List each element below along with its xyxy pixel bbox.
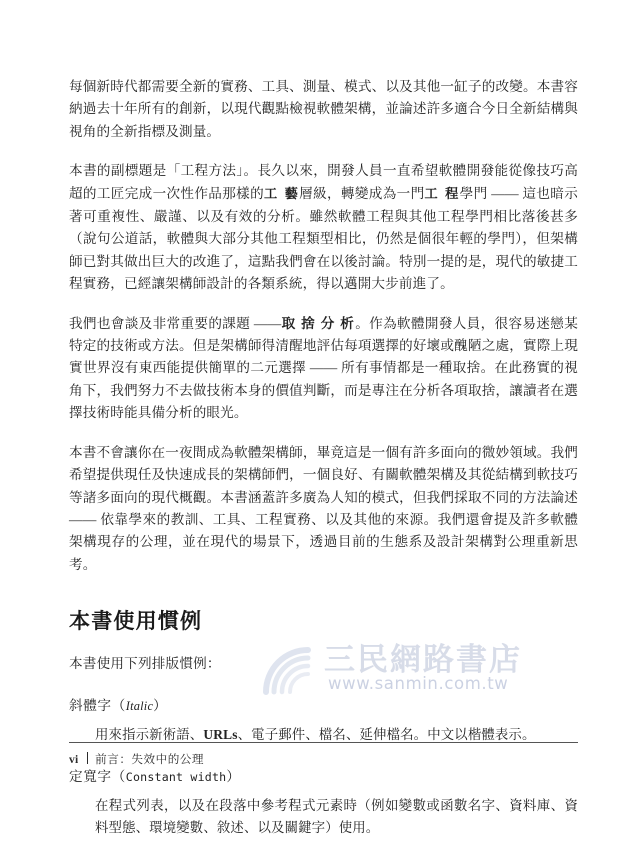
term-paren-open-constant-width: （ bbox=[111, 768, 126, 784]
paragraph-2-part-c: 學門 —— 這也暗示著可重複性、嚴謹、以及有效的分析。雖然軟體工程與其他工程學門相比落後甚多（說句公道話，軟體與大部分其他工程類型相比，仍然是個很年輕的學門），但架構師已對其做出巨大的改進了，這點我們會在以後討論。特別一提的是，現代的敏捷工程實務，已經讓架構師設計的各類系統，得以邁開大步前進了。 bbox=[69, 185, 578, 292]
definition-italic-post: 、電子郵件、檔名、延伸檔名。中文以楷體表示。 bbox=[237, 727, 536, 743]
footer-chapter-title: 前言：失效中的公理 bbox=[95, 752, 204, 766]
term-paren-close-italic: ） bbox=[153, 698, 168, 714]
term-latin-constant-width: Constant width bbox=[125, 769, 227, 784]
watermark-url: www.sanmin.com.tw bbox=[328, 674, 509, 693]
emphasis-craft: 工 藝 bbox=[264, 186, 300, 202]
paragraph-1: 每個新時代都需要全新的實務、工具、測量、模式、以及其他一缸子的改變。本書容納過去十年所有的創新，以現代觀點檢視軟體架構，並論述許多適合今日全新結構與視角的全新指標及測量。 bbox=[69, 79, 578, 139]
paragraph-3-part-a: 我們也會談及非常重要的課題 —— bbox=[69, 315, 282, 331]
definition-italic-urls: URLs bbox=[203, 727, 238, 743]
paragraph-2-part-a: 本書的副標題是「工程方法」。長久以來，開發人員一直希望軟體開發能從像技巧高超的工匠完成一次性作品那樣的 bbox=[69, 163, 578, 201]
paragraph-4: 本書不會讓你在一夜間成為軟體架構師，畢竟這是一個有許多面向的微妙領域。我們希望提供現任及快速成長的架構師們，一個良好、有關軟體架構及其從結構到軟技巧等諸多面向的現代概觀。本書涵蓋許多廣為人知的模式，但我們採取不同的方法論述 —— 依靠學來的教訓、工具、工程實務、以及其他的來源。我們還會提及許多軟體架構現存的公理，並在現代的場景下，透過目前的生態系及設計架構對公理重新思考。 bbox=[69, 444, 578, 572]
paragraph-3-part-b: 。作為軟體開發人員，很容易迷戀某特定的技術或方法。但是架構師得清醒地評估每項選擇的好壞或醜陋之處，實際上現實世界沒有東西能提供簡單的二元選擇 —— 所有事情都是一種取捨。在此務實的視角下，我們努力不去做技術本身的價值判斷，而是專注在分析各項取捨，讓讀者在選擇技術時能具備分析的眼光。 bbox=[69, 315, 578, 421]
paragraph-2 bbox=[69, 160, 578, 295]
term-latin-italic: Italic bbox=[125, 699, 154, 714]
emphasis-tradeoff: 取 捨 分 析 bbox=[281, 315, 356, 331]
footer-separator bbox=[87, 752, 89, 764]
paragraph-3 bbox=[69, 313, 578, 425]
convention-constant-width bbox=[69, 766, 578, 840]
page-number: vi bbox=[69, 754, 79, 766]
term-cn-constant-width: 定寬字 bbox=[69, 768, 112, 784]
footer-divider bbox=[69, 742, 578, 743]
section-heading: 本書使用慣例 bbox=[69, 609, 203, 634]
term-paren-open-italic: （ bbox=[111, 698, 126, 714]
term-cn-italic: 斜體字 bbox=[69, 698, 112, 714]
convention-italic bbox=[69, 695, 578, 747]
paragraph-2-part-b: 層級，轉變成為一門 bbox=[299, 185, 425, 201]
watermark-store-name: 三民網路書店 bbox=[324, 642, 522, 678]
page-footer bbox=[69, 742, 578, 767]
definition-italic-pre: 用來指示新術語、 bbox=[95, 727, 204, 743]
footer-line bbox=[69, 751, 578, 767]
convention-definition-constant-width: 在程式列表，以及在段落中參考程式元素時（例如變數或函數名字、資料庫、資料型態、環境變數、敘述、以及關鍵字）使用。 bbox=[95, 797, 578, 836]
section-intro: 本書使用下列排版慣例： bbox=[69, 656, 221, 672]
term-paren-close-constant-width: ） bbox=[226, 768, 241, 784]
convention-term-italic bbox=[69, 695, 578, 717]
convention-term-constant-width bbox=[69, 766, 578, 788]
emphasis-engineering: 工 程 bbox=[424, 186, 460, 202]
